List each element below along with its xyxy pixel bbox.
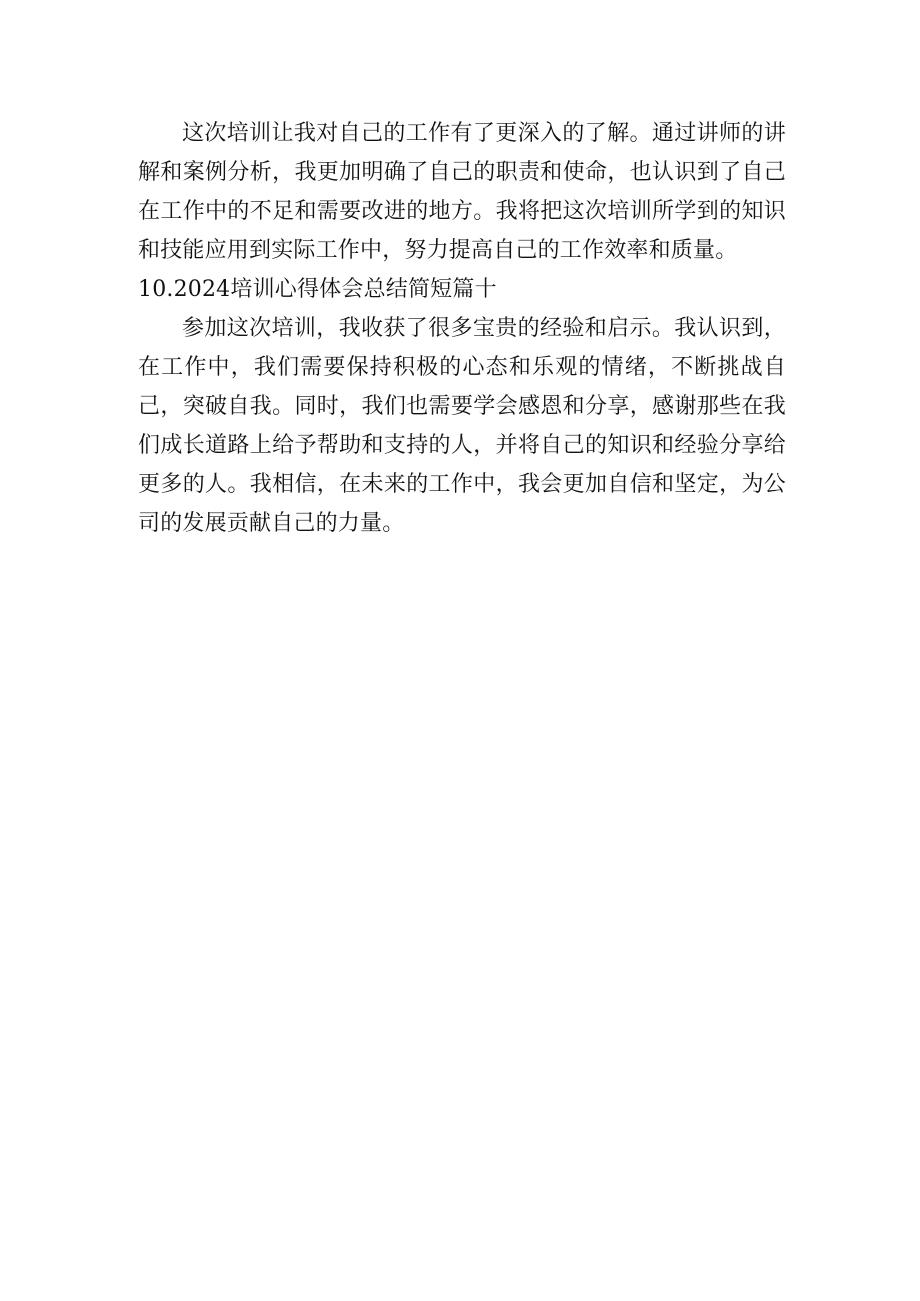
section-heading: 10.2024培训心得体会总结简短篇十: [138, 277, 497, 302]
body-paragraph: 这次培训让我对自己的工作有了更深入的了解。通过讲师的讲解和案例分析，我更加明确了自己的职责和使命，也认识到了自己在工作中的不足和需要改进的地方。我将把这次培训所学到的知识和技能应用到实际工作中，努力提高自己的工作效率和质量。: [138, 121, 786, 263]
body-paragraph: 参加这次培训，我收获了很多宝贵的经验和启示。我认识到，在工作中，我们需要保持积极的心态和乐观的情绪，不断挑战自己，突破自我。同时，我们也需要学会感恩和分享，感谢那些在我们成长道路上给予帮助和支持的人，并将自己的知识和经验分享给更多的人。我相信，在未来的工作中，我会更加自信和坚定，为公司的发展贡献自己的力量。: [138, 316, 786, 536]
document-body: [138, 114, 786, 543]
